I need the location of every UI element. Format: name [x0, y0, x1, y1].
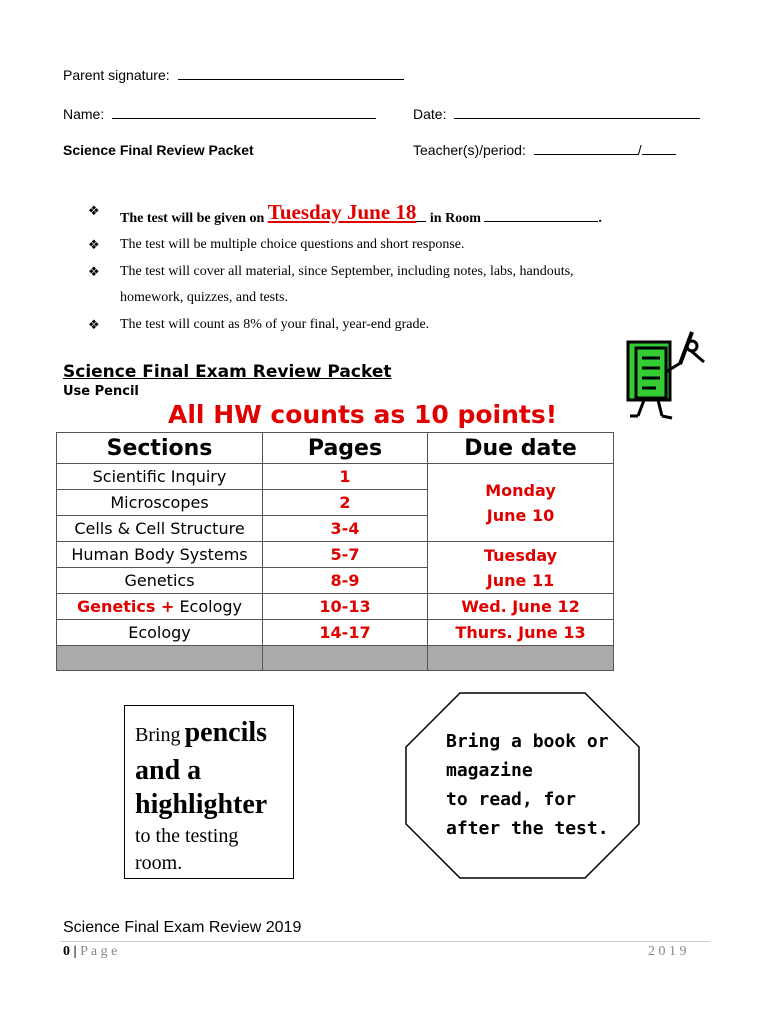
bullet-test-date: ❖ The test will be given on Tuesday June 18 in Room .: [88, 200, 602, 226]
name-field[interactable]: [112, 117, 376, 119]
period-field[interactable]: [642, 153, 676, 155]
table-header-row: [57, 433, 614, 464]
due-date-cell: Monday June 10: [428, 464, 614, 542]
test-date: Tuesday June 18: [267, 200, 417, 224]
table-row: [57, 542, 614, 568]
header-due-date: Due date: [428, 433, 614, 464]
pages-cell: 1: [263, 464, 428, 490]
coverage-text-line2: homework, quizzes, and tests.: [120, 290, 288, 305]
test-date-prefix: The test will be given on: [120, 211, 265, 226]
footer-title: Science Final Exam Review 2019: [63, 919, 302, 936]
footer-divider: [60, 941, 710, 942]
homework-schedule-table: [56, 432, 614, 671]
page-number: 0 | P a g e: [63, 944, 118, 959]
parent-signature-label: Parent signature:: [63, 67, 170, 83]
section-cell: Genetics: [57, 568, 263, 594]
packet-title: Science Final Review Packet: [63, 142, 254, 158]
review-packet-title: Science Final Exam Review Packet: [63, 362, 392, 382]
pages-cell: 8-9: [263, 568, 428, 594]
diamond-bullet-icon: ❖: [88, 264, 100, 279]
teacher-period-row: Teacher(s)/period: /: [413, 142, 676, 158]
section-cell: Cells & Cell Structure: [57, 516, 263, 542]
pages-cell: 14-17: [263, 620, 428, 646]
pages-cell: 2: [263, 490, 428, 516]
parent-signature-field[interactable]: [178, 78, 404, 80]
due-date-cell: Wed. June 12: [428, 594, 614, 620]
room-field[interactable]: [484, 220, 598, 222]
table-blank-row: [57, 646, 614, 671]
due-date-cell: Tuesday June 11: [428, 542, 614, 594]
coverage-text-line1: The test will cover all material, since September, including notes, labs, handouts,: [120, 264, 574, 279]
parent-signature-row: [63, 67, 404, 83]
section-cell: Microscopes: [57, 490, 263, 516]
date-label: Date:: [413, 106, 447, 122]
pages-cell: 3-4: [263, 516, 428, 542]
teacher-period-label: Teacher(s)/period:: [413, 142, 526, 158]
name-label: Name:: [63, 106, 105, 122]
date-field[interactable]: [454, 117, 700, 119]
teacher-field[interactable]: [534, 153, 638, 155]
bring-book-text: Bring a book or magazine to read, for after the test.: [446, 731, 609, 839]
pages-cell: 10-13: [263, 594, 428, 620]
section-cell: Ecology: [57, 620, 263, 646]
header-sections: Sections: [57, 433, 263, 464]
section-cell: Scientific Inquiry: [57, 464, 263, 490]
grade-weight-text: The test will count as 8% of your final, year-end grade.: [120, 317, 430, 332]
hw-points-banner: All HW counts as 10 points!: [168, 400, 558, 429]
room-label: in Room: [429, 211, 481, 226]
use-pencil-note: Use Pencil: [63, 384, 139, 399]
notepad-with-pencil-icon: [620, 322, 710, 422]
date-row: [413, 106, 700, 122]
footer-year: 2 0 1 9: [648, 944, 687, 959]
diamond-bullet-icon: ❖: [88, 317, 100, 332]
table-row: [57, 620, 614, 646]
question-types-text: The test will be multiple choice questions and short response.: [120, 237, 465, 252]
section-cell: Human Body Systems: [57, 542, 263, 568]
name-row: [63, 106, 376, 122]
table-row: [57, 464, 614, 490]
diamond-bullet-icon: ❖: [88, 203, 100, 218]
header-pages: Pages: [263, 433, 428, 464]
due-date-cell: Thurs. June 13: [428, 620, 614, 646]
section-cell: Genetics + Ecology: [57, 594, 263, 620]
diamond-bullet-icon: ❖: [88, 237, 100, 252]
bring-supplies-box: Bring pencils and a highlighter to the testing room.: [124, 705, 294, 879]
pages-cell: 5-7: [263, 542, 428, 568]
table-row: [57, 594, 614, 620]
